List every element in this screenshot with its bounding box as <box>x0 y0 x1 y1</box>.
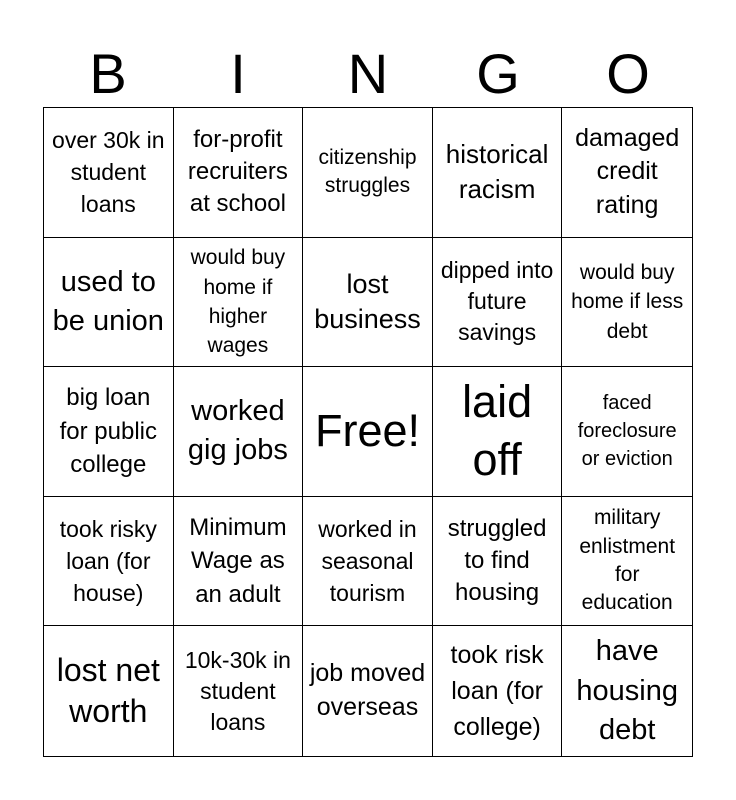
bingo-cell[interactable] <box>44 238 174 368</box>
header-letter-i: I <box>230 42 246 105</box>
bingo-cell-label: laid off <box>462 375 533 486</box>
bingo-cell[interactable] <box>174 626 304 756</box>
bingo-cell-label: 10k-30k in student loans <box>184 646 291 735</box>
bingo-cell[interactable] <box>44 108 174 238</box>
bingo-cell-label: big loan for public college <box>59 384 157 479</box>
bingo-cell-label: over 30k in student loans <box>52 127 165 218</box>
bingo-header <box>43 40 693 108</box>
bingo-cell-label: took risk loan (for college) <box>450 640 544 742</box>
bingo-cell[interactable] <box>44 367 174 497</box>
bingo-cell-label: military enlistment for education <box>579 506 676 615</box>
bingo-cell[interactable] <box>562 626 692 756</box>
bingo-cell-label: would buy home if higher wages <box>190 246 286 358</box>
bingo-cell-label: Free! <box>314 405 420 457</box>
bingo-cell[interactable] <box>44 626 174 756</box>
header-letter-n: N <box>347 42 389 105</box>
bingo-cell-label: struggled to find housing <box>447 514 547 607</box>
bingo-cell-label: lost net worth <box>56 651 160 730</box>
bingo-cell-label: damaged credit rating <box>575 123 680 220</box>
header-letter-o: O <box>606 42 650 105</box>
bingo-cell-label: dipped into future savings <box>440 257 554 346</box>
bingo-cell-label: for-profit recruiters at school <box>187 125 288 218</box>
bingo-cell-label: have housing debt <box>576 635 678 746</box>
bingo-cell[interactable] <box>433 626 563 756</box>
bingo-cell-label: worked in seasonal tourism <box>318 515 417 607</box>
bingo-cell[interactable] <box>44 497 174 627</box>
bingo-cell-label: faced foreclosure or eviction <box>577 392 677 471</box>
bingo-cell[interactable] <box>303 626 433 756</box>
header-letter-b: B <box>89 42 127 105</box>
bingo-cell[interactable] <box>303 238 433 368</box>
bingo-cell[interactable] <box>174 238 304 368</box>
bingo-cell-label: job moved overseas <box>309 659 426 722</box>
header-letter-g: G <box>476 42 520 105</box>
bingo-cell-label: would buy home if less debt <box>571 260 684 343</box>
bingo-cell[interactable] <box>174 497 304 627</box>
bingo-cell[interactable] <box>562 238 692 368</box>
bingo-cell-label: Minimum Wage as an adult <box>189 513 287 608</box>
bingo-cell[interactable] <box>303 497 433 627</box>
bingo-cell-label: citizenship struggles <box>318 145 417 198</box>
bingo-cell[interactable] <box>562 367 692 497</box>
bingo-cell[interactable] <box>433 497 563 627</box>
bingo-cell-label: lost business <box>314 268 421 334</box>
bingo-cell-label: used to be union <box>52 265 164 337</box>
bingo-cell-label: worked gig jobs <box>187 395 288 467</box>
bingo-cell[interactable] <box>433 367 563 497</box>
bingo-cell[interactable] <box>174 108 304 238</box>
bingo-cell-label: historical racism <box>445 139 549 205</box>
bingo-cell[interactable] <box>562 497 692 627</box>
bingo-board <box>43 107 693 757</box>
bingo-cell[interactable] <box>433 108 563 238</box>
bingo-cell-label: took risky loan (for house) <box>59 515 157 607</box>
bingo-cell[interactable] <box>433 238 563 368</box>
bingo-cell[interactable] <box>303 108 433 238</box>
bingo-cell[interactable] <box>562 108 692 238</box>
bingo-cell[interactable] <box>174 367 304 497</box>
free-space-cell[interactable] <box>303 367 433 497</box>
